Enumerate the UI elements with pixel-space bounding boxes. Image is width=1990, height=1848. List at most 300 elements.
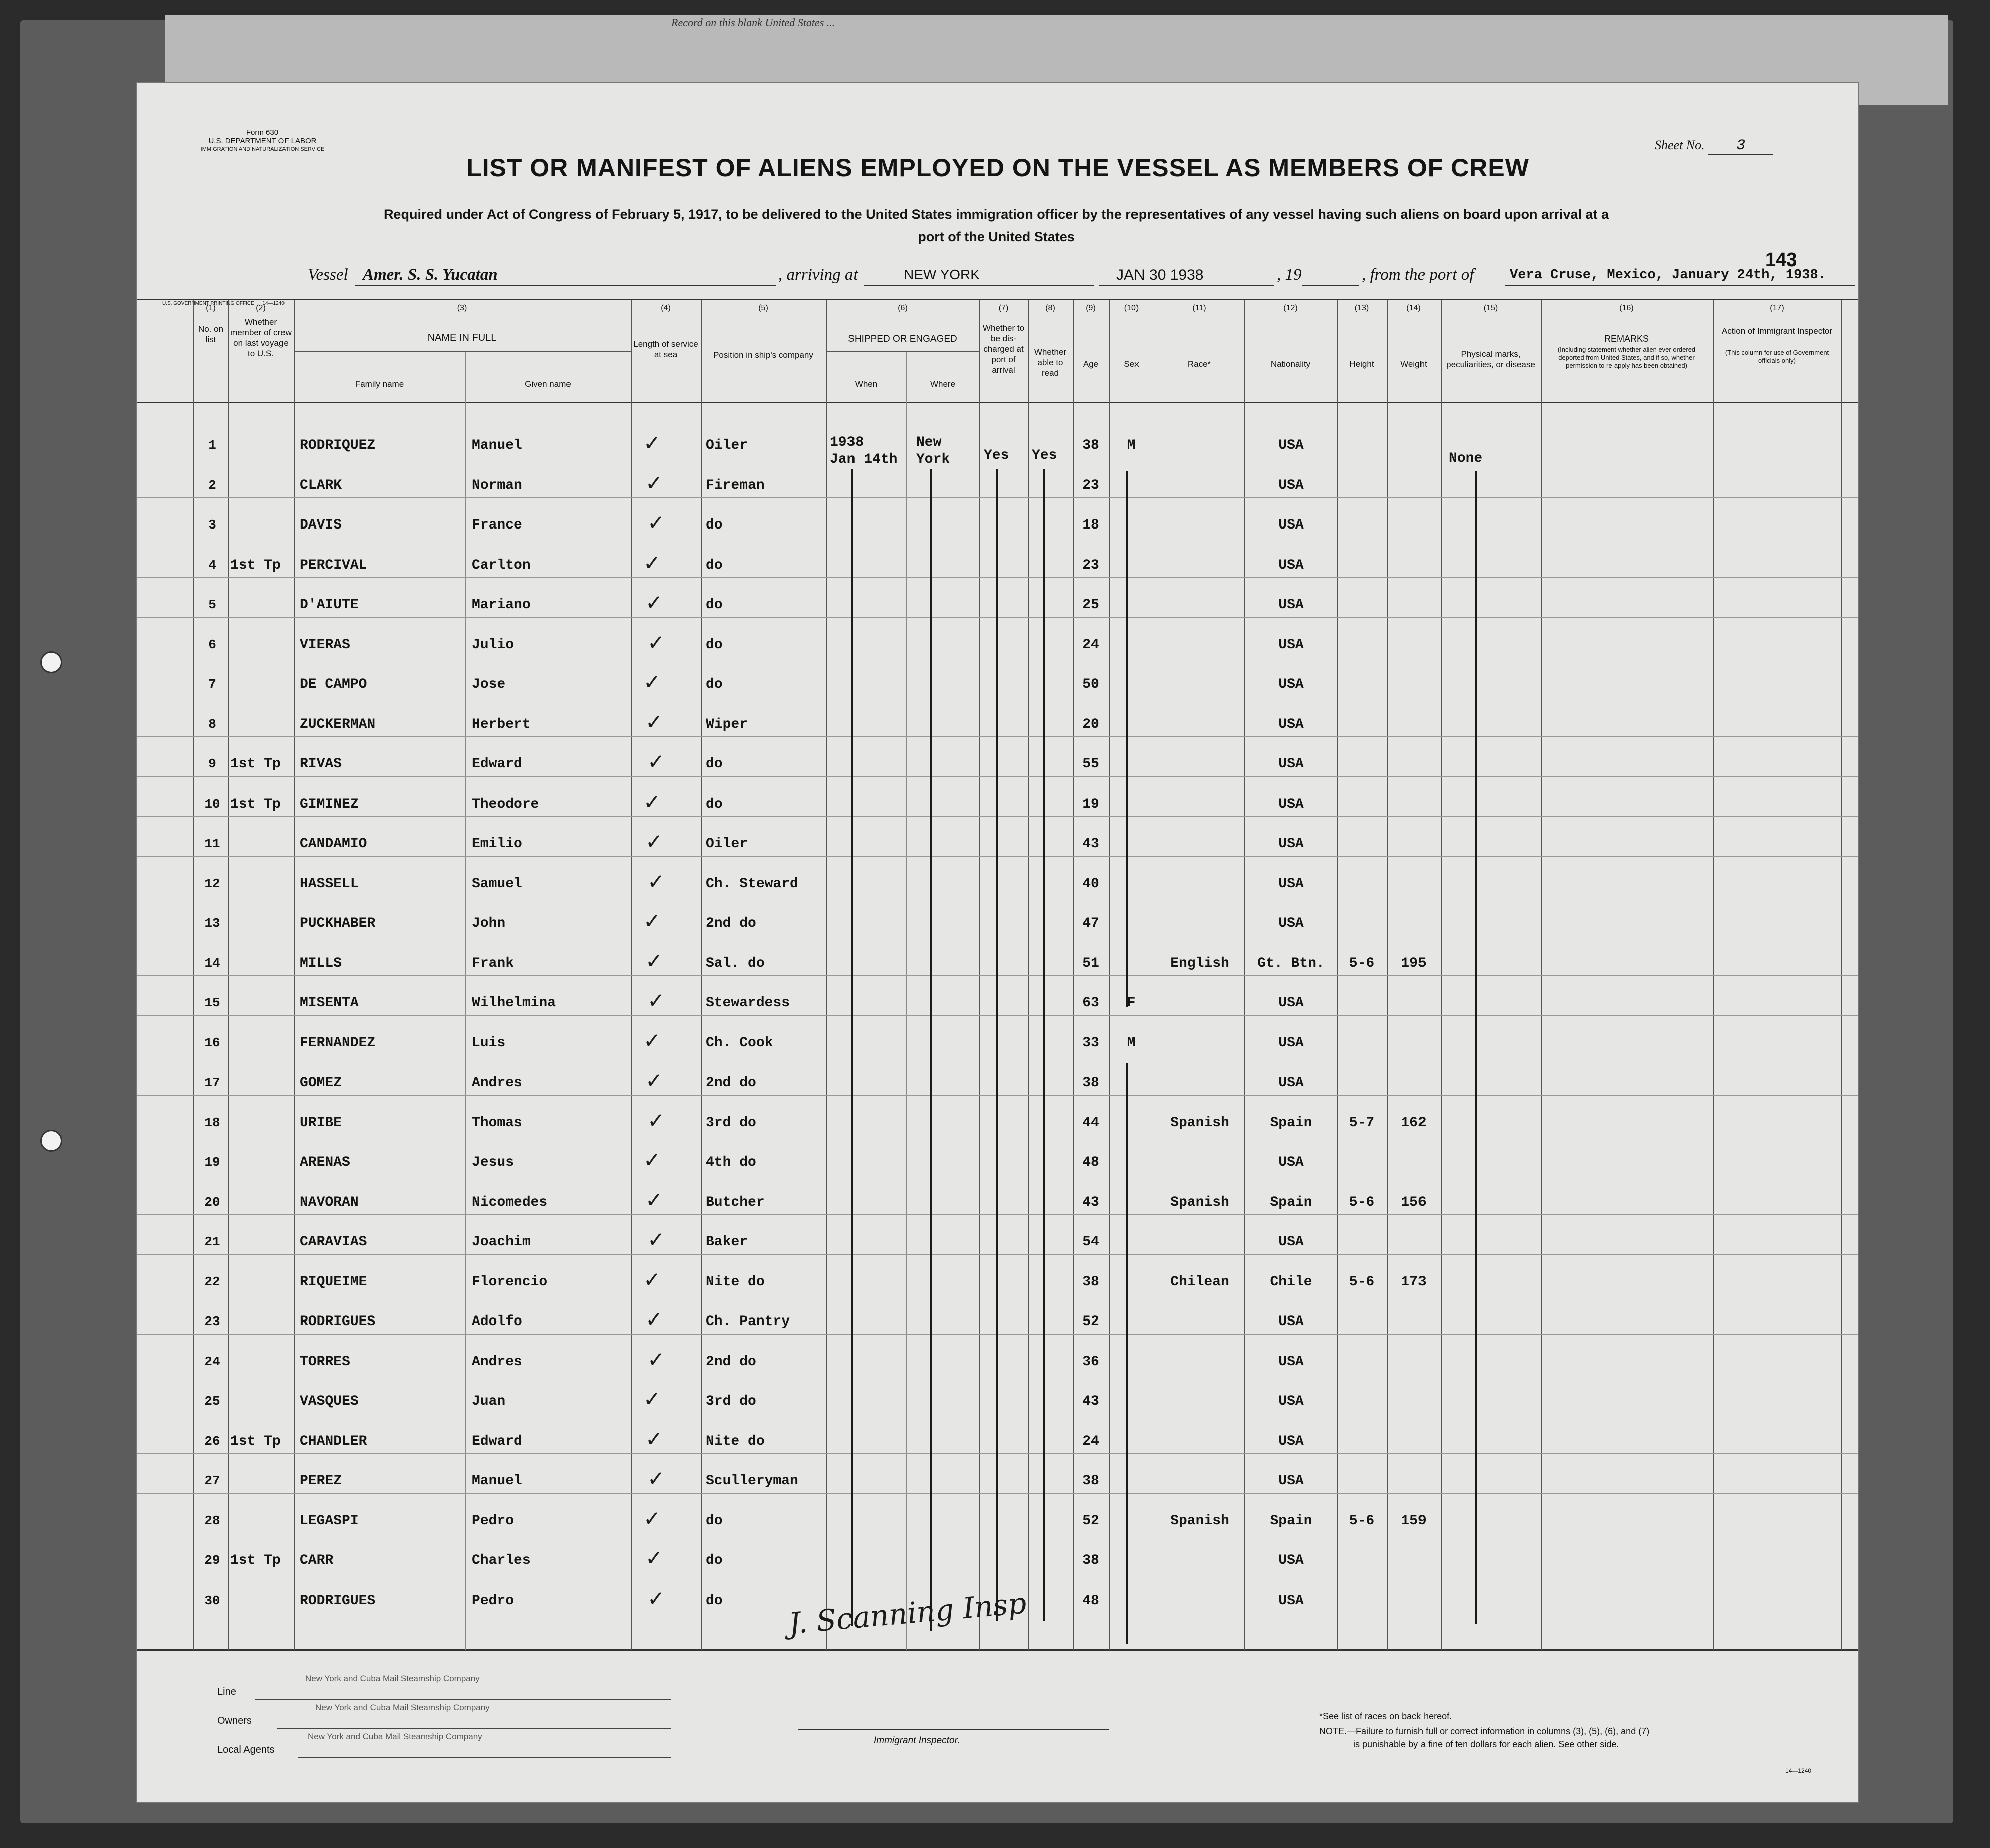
cell-age: 48 (1082, 1593, 1099, 1609)
cell-no-on-list: 8 (208, 716, 216, 732)
header-when: When (855, 379, 878, 389)
column-number: (16) (1619, 304, 1634, 312)
check-mark: ✓ (645, 1068, 663, 1093)
cell-age: 52 (1082, 1314, 1099, 1330)
column-number: (15) (1483, 304, 1498, 312)
cell-family-name: VASQUES (300, 1394, 359, 1409)
header-height: Height (1349, 359, 1374, 369)
cell-nationality: USA (1278, 517, 1304, 533)
cell-age: 20 (1082, 716, 1099, 732)
cell-position: Nite do (706, 1274, 765, 1290)
check-mark: ✓ (645, 709, 663, 734)
cell-position: Ch. Steward (706, 876, 798, 892)
cell-family-name: RIVAS (300, 756, 342, 772)
cell-no-on-list: 15 (204, 995, 220, 1010)
cell-age: 24 (1082, 1433, 1099, 1449)
cell-age: 38 (1082, 1274, 1099, 1290)
form-number: Form 630 (246, 128, 279, 137)
ditto-line-discharged (996, 469, 998, 1621)
check-mark: ✓ (647, 1586, 665, 1611)
cell-nationality: USA (1278, 995, 1304, 1011)
cell-no-on-list: 29 (204, 1553, 220, 1568)
cell-family-name: CARR (300, 1553, 334, 1568)
ditto-line-sex (1126, 471, 1128, 1007)
cell-given-name: Pedro (472, 1593, 514, 1609)
column-number: (14) (1406, 304, 1421, 312)
cell-given-name: Joachim (472, 1234, 531, 1250)
header-family-name: Family name (355, 379, 404, 389)
header-remarks-note: (Including statement whether alien ever ordered deported from United States, and if so, whether permission to re-apply has been obtained) (1557, 346, 1696, 369)
check-mark: ✓ (643, 431, 661, 455)
cell-no-on-list: 14 (204, 955, 220, 971)
cell-last-voyage: 1st Tp (230, 1433, 281, 1449)
check-mark: ✓ (643, 1387, 661, 1411)
check-mark: ✓ (643, 1506, 661, 1531)
cell-position: 2nd do (706, 1354, 756, 1370)
cell-given-name: Juan (472, 1394, 506, 1409)
cell-age: 48 (1082, 1155, 1099, 1170)
cell-position: do (706, 1513, 723, 1529)
cell-position: do (706, 517, 723, 533)
arriving-label: , arriving at (778, 266, 858, 284)
column-number: (7) (998, 304, 1009, 312)
cell-age: 52 (1082, 1513, 1099, 1529)
agents-underline (298, 1757, 671, 1758)
cell-given-name: Mariano (472, 597, 531, 613)
cell-family-name: RODRIGUES (300, 1314, 376, 1330)
check-mark: ✓ (647, 869, 665, 894)
cell-no-on-list: 5 (208, 597, 216, 612)
header-remarks: REMARKS (1604, 334, 1649, 344)
cell-family-name: D'AIUTE (300, 597, 359, 613)
cell-position: Butcher (706, 1194, 765, 1210)
cell-position: Fireman (706, 477, 765, 493)
check-mark: ✓ (645, 948, 663, 973)
cell-family-name: RODRIQUEZ (300, 438, 376, 453)
header-weight: Weight (1400, 359, 1427, 369)
check-mark: ✓ (647, 1466, 665, 1491)
cell-nationality: USA (1278, 1035, 1304, 1051)
cell-age: 18 (1082, 517, 1099, 533)
sheet-label: Sheet No. (1655, 138, 1705, 152)
binder-hole (40, 651, 62, 673)
cell-age: 63 (1082, 995, 1099, 1011)
cell-nationality: Spain (1270, 1513, 1312, 1529)
cell-given-name: Adolfo (472, 1314, 522, 1330)
date-underline (1099, 285, 1274, 286)
column-rule (906, 351, 907, 1650)
shipped-when-date: Jan 14th (830, 452, 898, 467)
cell-position: do (706, 677, 723, 692)
check-mark: ✓ (647, 749, 665, 774)
line-underline (255, 1699, 671, 1700)
cell-no-on-list: 6 (208, 637, 216, 652)
cell-no-on-list: 28 (204, 1513, 220, 1528)
cell-age: 55 (1082, 756, 1099, 772)
cell-position: Ch. Cook (706, 1035, 773, 1051)
cell-given-name: Charles (472, 1553, 531, 1568)
ditto-line-physical (1475, 471, 1477, 1624)
column-number: (12) (1283, 304, 1298, 312)
cell-age: 50 (1082, 677, 1099, 692)
cell-age: 36 (1082, 1354, 1099, 1370)
cell-nationality: USA (1278, 677, 1304, 692)
column-number: (11) (1192, 304, 1206, 312)
header-discharged: Whether to be dis-charged at port of arrival (982, 323, 1025, 375)
cell-given-name: John (472, 916, 506, 931)
column-number: (2) (256, 304, 266, 312)
cell-nationality: Chile (1270, 1274, 1312, 1290)
agents-company-stamp: New York and Cuba Mail Steamship Company (308, 1732, 482, 1741)
cell-sex: M (1127, 438, 1136, 453)
row-rule (137, 816, 1858, 817)
cell-family-name: MILLS (300, 955, 342, 971)
cell-family-name: PEREZ (300, 1473, 342, 1489)
cell-position: do (706, 597, 723, 613)
cell-family-name: DAVIS (300, 517, 342, 533)
cell-family-name: URIBE (300, 1115, 342, 1131)
vessel-underline (355, 285, 776, 286)
subtitle-line-2: port of the United States (918, 229, 1075, 244)
cell-family-name: RIQUEIME (300, 1274, 367, 1290)
cell-given-name: Samuel (472, 876, 522, 892)
column-rule (1441, 300, 1442, 1650)
cell-given-name: Manuel (472, 438, 522, 453)
cell-race: English (1170, 955, 1229, 971)
column-rule (1541, 300, 1542, 1650)
cell-last-voyage: 1st Tp (230, 756, 281, 772)
cell-given-name: Jesus (472, 1155, 514, 1170)
cell-height: 5-6 (1349, 1513, 1375, 1529)
cell-nationality: USA (1278, 836, 1304, 852)
cell-nationality: USA (1278, 1473, 1304, 1489)
cell-no-on-list: 23 (204, 1314, 220, 1329)
year-label: , 19 (1277, 266, 1302, 284)
cell-nationality: USA (1278, 1433, 1304, 1449)
cell-given-name: Pedro (472, 1513, 514, 1529)
cell-nationality: USA (1278, 796, 1304, 812)
ditto-line-when (851, 469, 853, 1626)
cell-position: do (706, 637, 723, 653)
cell-height: 5-6 (1349, 955, 1375, 971)
header-nationality: Nationality (1270, 359, 1311, 369)
gpo-label: U.S. GOVERNMENT PRINTING OFFICE (162, 301, 254, 306)
name-subheader-rule (294, 351, 631, 352)
from-port-label: , from the port of (1362, 266, 1474, 284)
row-rule (137, 1334, 1858, 1335)
row-rule (137, 736, 1858, 737)
table-top-rule (137, 299, 1858, 300)
column-rule (1713, 300, 1714, 1650)
cell-last-voyage: 1st Tp (230, 796, 281, 812)
header-action-of-inspector: Action of Immigrant Inspector (1721, 326, 1833, 336)
header-no-on-list: No. on list (198, 324, 224, 344)
cell-family-name: MISENTA (300, 995, 359, 1011)
column-rule (701, 300, 702, 1650)
cell-no-on-list: 16 (204, 1035, 220, 1050)
cell-age: 43 (1082, 1194, 1099, 1210)
cell-nationality: USA (1278, 477, 1304, 493)
cell-position: Baker (706, 1234, 748, 1250)
cell-no-on-list: 13 (204, 916, 220, 931)
shipped-where-line-1: New (916, 435, 942, 450)
cell-no-on-list: 12 (204, 876, 220, 891)
cell-nationality: USA (1278, 637, 1304, 653)
check-mark: ✓ (645, 1307, 663, 1332)
cell-family-name: PUCKHABER (300, 916, 376, 931)
cell-age: 40 (1082, 876, 1099, 892)
cell-weight: 173 (1401, 1274, 1427, 1290)
cell-no-on-list: 20 (204, 1194, 220, 1210)
cell-no-on-list: 19 (204, 1155, 220, 1170)
cell-last-voyage: 1st Tp (230, 1553, 281, 1568)
cell-position: Nite do (706, 1433, 765, 1449)
column-rule (979, 300, 980, 1650)
arrival-date-stamp: JAN 30 1938 (1116, 267, 1204, 283)
cell-age: 54 (1082, 1234, 1099, 1250)
cell-position: Sal. do (706, 955, 765, 971)
cell-nationality: USA (1278, 1155, 1304, 1170)
cell-no-on-list: 17 (204, 1075, 220, 1090)
cell-position: Sculleryman (706, 1473, 798, 1489)
check-mark: ✓ (645, 590, 663, 615)
cell-nationality: USA (1278, 1394, 1304, 1409)
inspector-signature: J. Scanning Insp (787, 1586, 1028, 1641)
cell-no-on-list: 3 (208, 517, 216, 533)
column-number: (10) (1124, 304, 1139, 312)
cell-family-name: GOMEZ (300, 1075, 342, 1091)
cell-age: 38 (1082, 1075, 1099, 1091)
column-number: (8) (1045, 304, 1055, 312)
cell-age: 38 (1082, 1553, 1099, 1568)
cell-nationality: USA (1278, 1314, 1304, 1330)
back-sheet-note: Record on this blank United States ... (671, 16, 835, 29)
cell-nationality: USA (1278, 438, 1304, 453)
cell-family-name: CARAVIAS (300, 1234, 367, 1250)
cell-height: 5-6 (1349, 1274, 1375, 1290)
column-rule (1109, 300, 1110, 1650)
cell-family-name: GIMINEZ (300, 796, 359, 812)
cell-given-name: Emilio (472, 836, 522, 852)
cell-last-voyage: 1st Tp (230, 557, 281, 573)
table-bottom-rule (137, 1649, 1858, 1651)
able-to-read-value: Yes (1032, 448, 1057, 463)
column-number: (3) (457, 304, 467, 312)
cell-given-name: Edward (472, 1433, 522, 1449)
voyage-line (308, 266, 1860, 291)
cell-no-on-list: 9 (208, 756, 216, 771)
column-number: (13) (1354, 304, 1369, 312)
check-mark: ✓ (647, 988, 665, 1013)
from-port: Vera Cruse, Mexico, January 24th, 1938. (1510, 268, 1826, 283)
cell-position: Oiler (706, 836, 748, 852)
cell-position: do (706, 796, 723, 812)
inspector-label: Immigrant Inspector. (874, 1735, 960, 1746)
cell-given-name: Norman (472, 477, 522, 493)
column-number: (17) (1770, 304, 1784, 312)
cell-given-name: Theodore (472, 796, 539, 812)
column-number: (5) (758, 304, 768, 312)
column-rule (1337, 300, 1338, 1650)
header-physical-marks: Physical marks, peculiarities, or disease (1446, 349, 1535, 369)
cell-race: Chilean (1170, 1274, 1229, 1290)
row-rule (137, 1493, 1858, 1494)
cell-given-name: Nicomedes (472, 1194, 548, 1210)
column-rule (294, 300, 295, 1650)
row-rule (137, 1254, 1858, 1255)
cell-no-on-list: 1 (208, 438, 216, 453)
header-race: Race* (1187, 359, 1211, 369)
cell-given-name: Manuel (472, 1473, 522, 1489)
header-able-to-read: Whether able to read (1034, 347, 1067, 378)
column-rule (631, 300, 632, 1650)
vessel-name: Amer. S. S. Yucatan (363, 266, 498, 284)
check-mark: ✓ (645, 829, 663, 854)
cell-age: 19 (1082, 796, 1099, 812)
header-age: Age (1083, 359, 1099, 369)
cell-age: 38 (1082, 438, 1099, 453)
cell-family-name: VIERAS (300, 637, 350, 653)
header-given-name: Given name (525, 379, 571, 389)
check-mark: ✓ (647, 1108, 665, 1133)
column-rule (826, 300, 827, 1650)
cell-no-on-list: 25 (204, 1394, 220, 1409)
line-label: Line (217, 1686, 236, 1697)
cell-sex: M (1127, 1035, 1136, 1051)
column-number: (9) (1086, 304, 1096, 312)
cell-position: do (706, 1553, 723, 1568)
cell-no-on-list: 30 (204, 1593, 220, 1608)
arriving-underline (864, 285, 1094, 286)
cell-age: 43 (1082, 1394, 1099, 1409)
cell-position: 3rd do (706, 1115, 756, 1131)
column-rule (465, 351, 466, 1650)
check-mark: ✓ (647, 1227, 665, 1252)
cell-family-name: FERNANDEZ (300, 1035, 376, 1051)
check-mark: ✓ (643, 789, 661, 814)
form-code: 14—1240 (1785, 1767, 1812, 1774)
shipped-subheader-rule (826, 351, 979, 352)
header-shipped-or-engaged: SHIPPED OR ENGAGED (848, 334, 957, 344)
cell-given-name: Florencio (472, 1274, 548, 1290)
cell-nationality: USA (1278, 597, 1304, 613)
owners-company-stamp: New York and Cuba Mail Steamship Company (315, 1703, 490, 1712)
cell-no-on-list: 24 (204, 1354, 220, 1369)
cell-position: Wiper (706, 716, 748, 732)
cell-family-name: DE CAMPO (300, 677, 367, 692)
header-position: Position in ship's company (713, 350, 813, 360)
binder-hole (40, 1130, 62, 1152)
row-rule (137, 1015, 1858, 1016)
row-rule (137, 497, 1858, 498)
ditto-line-read (1043, 469, 1045, 1621)
cell-family-name: CLARK (300, 477, 342, 493)
cell-nationality: USA (1278, 1075, 1304, 1091)
cell-position: 2nd do (706, 916, 756, 931)
check-mark: ✓ (645, 470, 663, 495)
column-rule (1028, 300, 1029, 1650)
year-underline (1302, 285, 1359, 286)
discharged-value: Yes (984, 448, 1009, 463)
arriving-port: NEW YORK (904, 267, 980, 282)
inspector-underline (798, 1729, 1109, 1730)
cell-position: 3rd do (706, 1394, 756, 1409)
cell-given-name: Luis (472, 1035, 506, 1051)
form-identification (192, 128, 333, 154)
physical-marks-value: None (1449, 451, 1483, 466)
cell-no-on-list: 18 (204, 1115, 220, 1130)
cell-age: 23 (1082, 477, 1099, 493)
cell-given-name: Andres (472, 1075, 522, 1091)
cell-given-name: Julio (472, 637, 514, 653)
column-rule (1841, 300, 1842, 1650)
column-number: (1) (206, 304, 216, 312)
check-mark: ✓ (647, 630, 665, 655)
cell-position: Ch. Pantry (706, 1314, 790, 1330)
owners-label: Owners (217, 1715, 252, 1726)
cell-no-on-list: 26 (204, 1433, 220, 1449)
cell-no-on-list: 11 (204, 836, 220, 851)
ditto-line-sex (1126, 1063, 1128, 1644)
cell-weight: 162 (1401, 1115, 1427, 1131)
vessel-label: Vessel (308, 266, 348, 284)
page-subtitle (217, 203, 1775, 248)
cell-no-on-list: 21 (204, 1234, 220, 1249)
row-rule (137, 1453, 1858, 1454)
cell-given-name: Jose (472, 677, 506, 692)
sheet-number: 3 (1708, 137, 1773, 155)
cell-nationality: Spain (1270, 1115, 1312, 1131)
cell-nationality: USA (1278, 716, 1304, 732)
cell-nationality: USA (1278, 876, 1304, 892)
cell-no-on-list: 2 (208, 477, 216, 493)
cell-nationality: USA (1278, 1354, 1304, 1370)
row-rule (137, 617, 1858, 618)
cell-family-name: NAVORAN (300, 1194, 359, 1210)
cell-age: 24 (1082, 637, 1099, 653)
check-mark: ✓ (643, 550, 661, 575)
cell-family-name: PERCIVAL (300, 557, 367, 573)
header-name-in-full: NAME IN FULL (427, 332, 497, 343)
form-department: U.S. DEPARTMENT OF LABOR (208, 137, 317, 145)
cell-position: 2nd do (706, 1075, 756, 1091)
form-service: IMMIGRATION AND NATURALIZATION SERVICE (200, 146, 325, 152)
column-number: (4) (661, 304, 671, 312)
row-rule (137, 1095, 1858, 1096)
cell-given-name: Wilhelmina (472, 995, 556, 1011)
cell-given-name: Carlton (472, 557, 531, 573)
cell-age: 44 (1082, 1115, 1099, 1131)
cell-position: do (706, 1593, 723, 1609)
cell-position: Oiler (706, 438, 748, 453)
cell-family-name: CHANDLER (300, 1433, 367, 1449)
cell-height: 5-6 (1349, 1194, 1375, 1210)
cell-age: 33 (1082, 1035, 1099, 1051)
cell-nationality: USA (1278, 1553, 1304, 1568)
cell-given-name: France (472, 517, 522, 533)
cell-nationality: USA (1278, 1234, 1304, 1250)
cell-age: 47 (1082, 916, 1099, 931)
header-last-voyage: Whether member of crew on last voyage to U.S. (230, 317, 292, 358)
cell-nationality: Gt. Btn. (1257, 955, 1325, 971)
cell-position: do (706, 557, 723, 573)
header-action-note: (This column for use of Government officials only) (1725, 349, 1829, 364)
row-rule (137, 577, 1858, 578)
cell-position: 4th do (706, 1155, 756, 1170)
cell-no-on-list: 27 (204, 1473, 220, 1488)
check-mark: ✓ (643, 1148, 661, 1172)
check-mark: ✓ (643, 670, 661, 694)
